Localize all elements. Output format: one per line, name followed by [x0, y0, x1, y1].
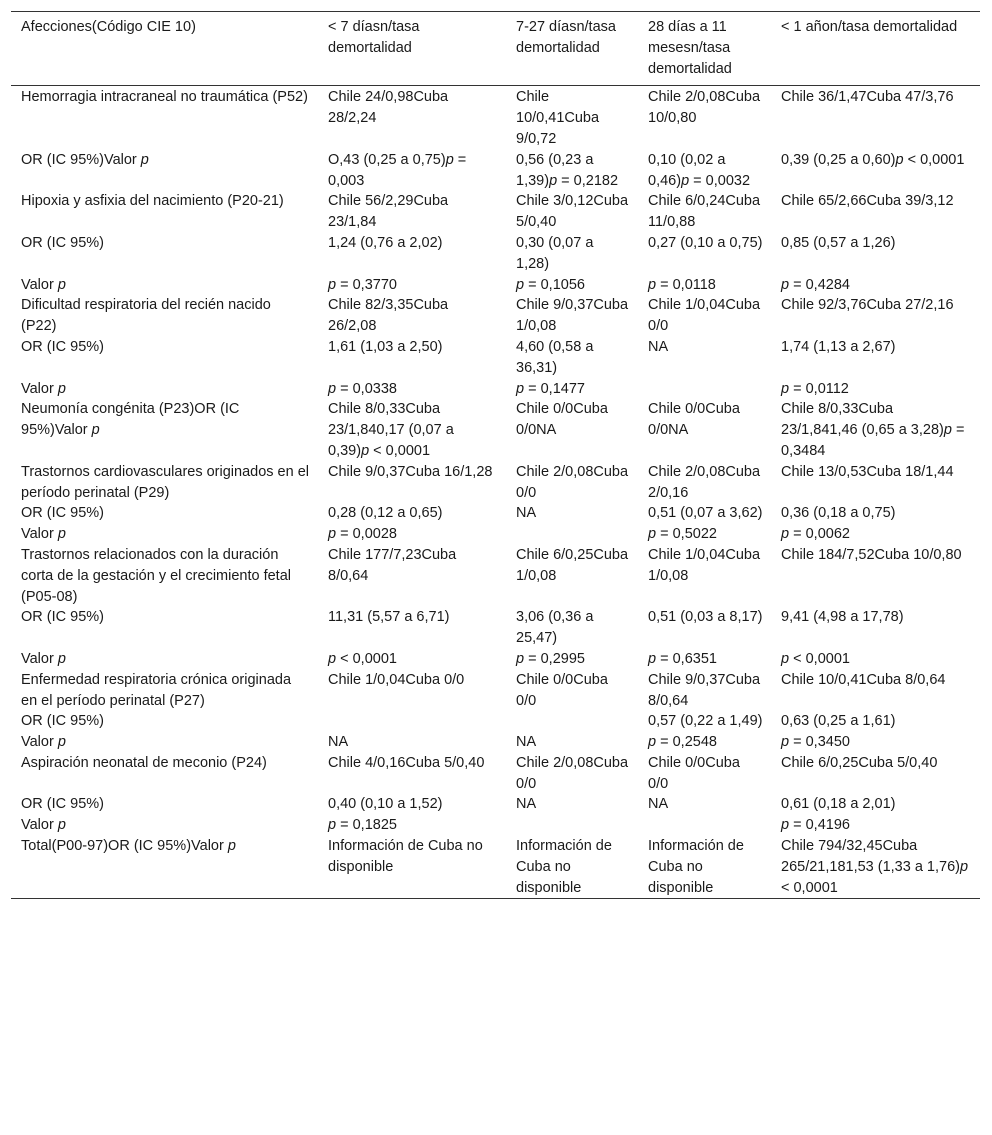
table-cell: Valor p	[21, 650, 66, 667]
table-cell: p = 0,1825	[328, 817, 397, 834]
table-cell: p = 0,3450	[781, 734, 850, 751]
table-cell: NA	[516, 505, 537, 522]
table-cell	[638, 815, 771, 836]
table-row	[11, 649, 980, 670]
table-row	[11, 607, 980, 649]
table-cell: Valor p	[21, 380, 66, 397]
table-row	[11, 711, 980, 732]
table-row	[11, 732, 980, 753]
table-cell: NA	[648, 796, 669, 813]
table-cell	[506, 711, 638, 732]
table-cell	[318, 711, 506, 732]
table-cell: NA	[516, 734, 537, 751]
table-cell: 11,31 (5,57 a 6,71)	[328, 609, 450, 626]
table-cell: Valor p	[21, 276, 66, 293]
table-row	[11, 670, 980, 712]
table-cell: p = 0,1477	[516, 380, 585, 397]
table-cell: 1,74 (1,13 a 2,67)	[781, 338, 896, 355]
table-cell: 0,36 (0,18 a 0,75)	[781, 505, 896, 522]
table-cell: p = 0,1056	[516, 276, 585, 293]
table-cell: 0,30 (0,07 a 1,28)	[516, 234, 594, 272]
table-cell: Chile 2/0,08Cuba 10/0,80	[648, 89, 761, 127]
table-cell: OR (IC 95%)	[21, 338, 104, 355]
table-cell: NA	[516, 796, 537, 813]
table-row	[11, 295, 980, 337]
table-cell: Chile 9/0,37Cuba 1/0,08	[516, 297, 629, 335]
table-row	[11, 275, 980, 296]
table-cell: Aspiración neonatal de meconio (P24)	[21, 754, 267, 771]
table-row	[11, 524, 980, 545]
table-cell: 0,57 (0,22 a 1,49)	[648, 713, 763, 730]
table-cell: 9,41 (4,98 a 17,78)	[781, 609, 904, 626]
table-cell: Chile 8/0,33Cuba 23/1,841,46 (0,65 a 3,28)p = 0,3484	[781, 401, 965, 459]
table-cell: NA	[648, 338, 669, 355]
table-cell: Chile 4/0,16Cuba 5/0,40	[328, 754, 485, 771]
header-cell-condition: Afecciones(Código CIE 10)	[21, 19, 196, 35]
table-row	[11, 794, 980, 815]
table-cell: O,43 (0,25 a 0,75)p = 0,003	[328, 151, 467, 189]
table-cell: Chile 184/7,52Cuba 10/0,80	[781, 546, 962, 563]
table-cell: 0,63 (0,25 a 1,61)	[781, 713, 896, 730]
table-cell: 1,24 (0,76 a 2,02)	[328, 234, 443, 251]
table-cell: 0,56 (0,23 a 1,39)p = 0,2182	[516, 151, 619, 189]
table-cell: OR (IC 95%)	[21, 796, 104, 813]
table-cell: Hemorragia intracraneal no traumática (P52)	[21, 89, 308, 106]
table-cell: Chile 56/2,29Cuba 23/1,84	[328, 193, 449, 231]
table-cell: Chile 794/32,45Cuba 265/21,181,53 (1,33 a 1,76)p < 0,0001	[781, 838, 969, 896]
table-row	[11, 503, 980, 524]
table-cell: 0,85 (0,57 a 1,26)	[781, 234, 896, 251]
table-cell: Hipoxia y asfixia del nacimiento (P20-21)	[21, 193, 284, 210]
table-cell: p = 0,3770	[328, 276, 397, 293]
table-row	[11, 399, 980, 461]
table-cell: Chile 65/2,66Cuba 39/3,12	[781, 193, 954, 210]
header-cell-28-days-11-months: 28 días a 11 mesesn/tasa demortalidad	[648, 19, 732, 77]
table-body	[11, 86, 980, 899]
table-cell: p < 0,0001	[781, 650, 850, 667]
table-cell: 0,51 (0,07 a 3,62)	[648, 505, 763, 522]
table-cell: 3,06 (0,36 a 25,47)	[516, 609, 594, 647]
table-cell: Trastornos relacionados con la duración corta de la gestación y el crecimiento fetal (P05-08)	[21, 546, 291, 605]
table-cell: Chile 36/1,47Cuba 47/3,76	[781, 89, 954, 106]
table-row	[11, 462, 980, 504]
table-cell: Chile 177/7,23Cuba 8/0,64	[328, 546, 457, 584]
table-cell: Información de Cuba no disponible	[648, 838, 744, 896]
table-cell: Chile 0/0Cuba 0/0	[516, 671, 608, 709]
table-cell: p = 0,0338	[328, 380, 397, 397]
table-cell: Neumonía congénita (P23)OR (IC 95%)Valor p	[21, 401, 240, 439]
table-cell: Chile 3/0,12Cuba 5/0,40	[516, 193, 629, 231]
table-cell: Chile 2/0,08Cuba 2/0,16	[648, 463, 761, 501]
header-cell-under-1-year: < 1 añon/tasa demortalidad	[781, 19, 958, 35]
table-cell: Chile 1/0,04Cuba 0/0	[328, 671, 465, 688]
table-cell: Información de Cuba no disponible	[328, 838, 483, 875]
table-cell: 4,60 (0,58 a 36,31)	[516, 338, 594, 376]
table-cell: Enfermedad respiratoria crónica originada en el período perinatal (P27)	[21, 671, 292, 709]
table-row	[11, 86, 980, 150]
table-cell: Dificultad respiratoria del recién nacido (P22)	[21, 297, 271, 335]
table-cell: p = 0,0112	[781, 380, 849, 397]
table-row	[11, 150, 980, 192]
table-cell: p = 0,6351	[648, 650, 717, 667]
table-cell: Total(P00-97)OR (IC 95%)Valor p	[21, 838, 236, 855]
header-cell-under-7-days: < 7 díasn/tasa demortalidad	[328, 19, 420, 56]
table-cell: 0,10 (0,02 a 0,46)p = 0,0032	[648, 151, 751, 189]
table-cell: Chile 92/3,76Cuba 27/2,16	[781, 297, 954, 314]
table-cell: Chile 2/0,08Cuba 0/0	[516, 463, 629, 501]
table-cell: Chile 82/3,35Cuba 26/2,08	[328, 297, 449, 335]
table-cell: 0,39 (0,25 a 0,60)p < 0,0001	[781, 151, 965, 168]
table-cell: 0,28 (0,12 a 0,65)	[328, 505, 443, 522]
table-cell: Chile 1/0,04Cuba 1/0,08	[648, 546, 761, 584]
table-row	[11, 233, 980, 275]
table-cell: 1,61 (1,03 a 2,50)	[328, 338, 443, 355]
table-cell: p = 0,2995	[516, 650, 585, 667]
table-cell: Chile 0/0Cuba 0/0NA	[648, 401, 740, 439]
table-cell: 0,27 (0,10 a 0,75)	[648, 234, 763, 251]
table-cell: Chile 6/0,25Cuba 5/0,40	[781, 754, 938, 771]
table-row	[11, 753, 980, 795]
table-cell: 0,40 (0,10 a 1,52)	[328, 796, 443, 813]
table-cell: p = 0,0118	[648, 276, 716, 293]
table-row	[11, 191, 980, 233]
table-cell: Chile 10/0,41Cuba 9/0,72	[516, 89, 600, 147]
table-cell: Chile 0/0Cuba 0/0NA	[516, 401, 608, 439]
table-cell: OR (IC 95%)	[21, 713, 104, 730]
table-cell: Valor p	[21, 817, 66, 834]
table-cell: 0,51 (0,03 a 8,17)	[648, 609, 763, 626]
table-cell: p = 0,4196	[781, 817, 850, 834]
table-cell	[638, 379, 771, 400]
table-cell: p = 0,2548	[648, 734, 717, 751]
table-cell: p = 0,4284	[781, 276, 850, 293]
table-cell: Valor p	[21, 734, 66, 751]
table-cell: Chile 6/0,25Cuba 1/0,08	[516, 546, 629, 584]
table-row	[11, 815, 980, 836]
header-row	[11, 12, 980, 86]
table-cell: p = 0,0028	[328, 526, 397, 543]
table-cell: OR (IC 95%)Valor p	[21, 151, 149, 168]
table-cell: Chile 10/0,41Cuba 8/0,64	[781, 671, 946, 688]
table-row	[11, 337, 980, 379]
table-cell: p < 0,0001	[328, 650, 397, 667]
header-cell-7-27-days: 7-27 díasn/tasa demortalidad	[516, 19, 616, 56]
table-cell: OR (IC 95%)	[21, 505, 104, 522]
table-cell: Información de Cuba no disponible	[516, 838, 612, 896]
table-cell: Chile 9/0,37Cuba 8/0,64	[648, 671, 761, 709]
table-cell: Chile 2/0,08Cuba 0/0	[516, 754, 629, 792]
table-cell	[506, 815, 638, 836]
table-cell: Chile 0/0Cuba 0/0	[648, 754, 740, 792]
table-cell: p = 0,0062	[781, 526, 850, 543]
table-row	[11, 379, 980, 400]
table-cell: Chile 24/0,98Cuba 28/2,24	[328, 89, 449, 127]
table-row	[11, 545, 980, 607]
table-cell: Chile 8/0,33Cuba 23/1,840,17 (0,07 a 0,39)p < 0,0001	[328, 401, 454, 459]
table-cell: Chile 13/0,53Cuba 18/1,44	[781, 463, 954, 480]
table-cell: Chile 1/0,04Cuba 0/0	[648, 297, 761, 335]
table-cell: OR (IC 95%)	[21, 234, 104, 251]
table-cell: Valor p	[21, 526, 66, 543]
table-cell: NA	[328, 734, 349, 751]
table-row	[11, 836, 980, 899]
table-cell: 0,61 (0,18 a 2,01)	[781, 796, 896, 813]
table-cell: Trastornos cardiovasculares originados en el período perinatal (P29)	[21, 463, 309, 501]
table-cell: Chile 6/0,24Cuba 11/0,88	[648, 193, 761, 231]
table-cell: p = 0,5022	[648, 526, 717, 543]
table-cell: OR (IC 95%)	[21, 609, 104, 626]
table-header	[11, 12, 980, 86]
table-cell: Chile 9/0,37Cuba 16/1,28	[328, 463, 493, 480]
mortality-table	[11, 11, 980, 899]
table-cell	[506, 524, 638, 545]
